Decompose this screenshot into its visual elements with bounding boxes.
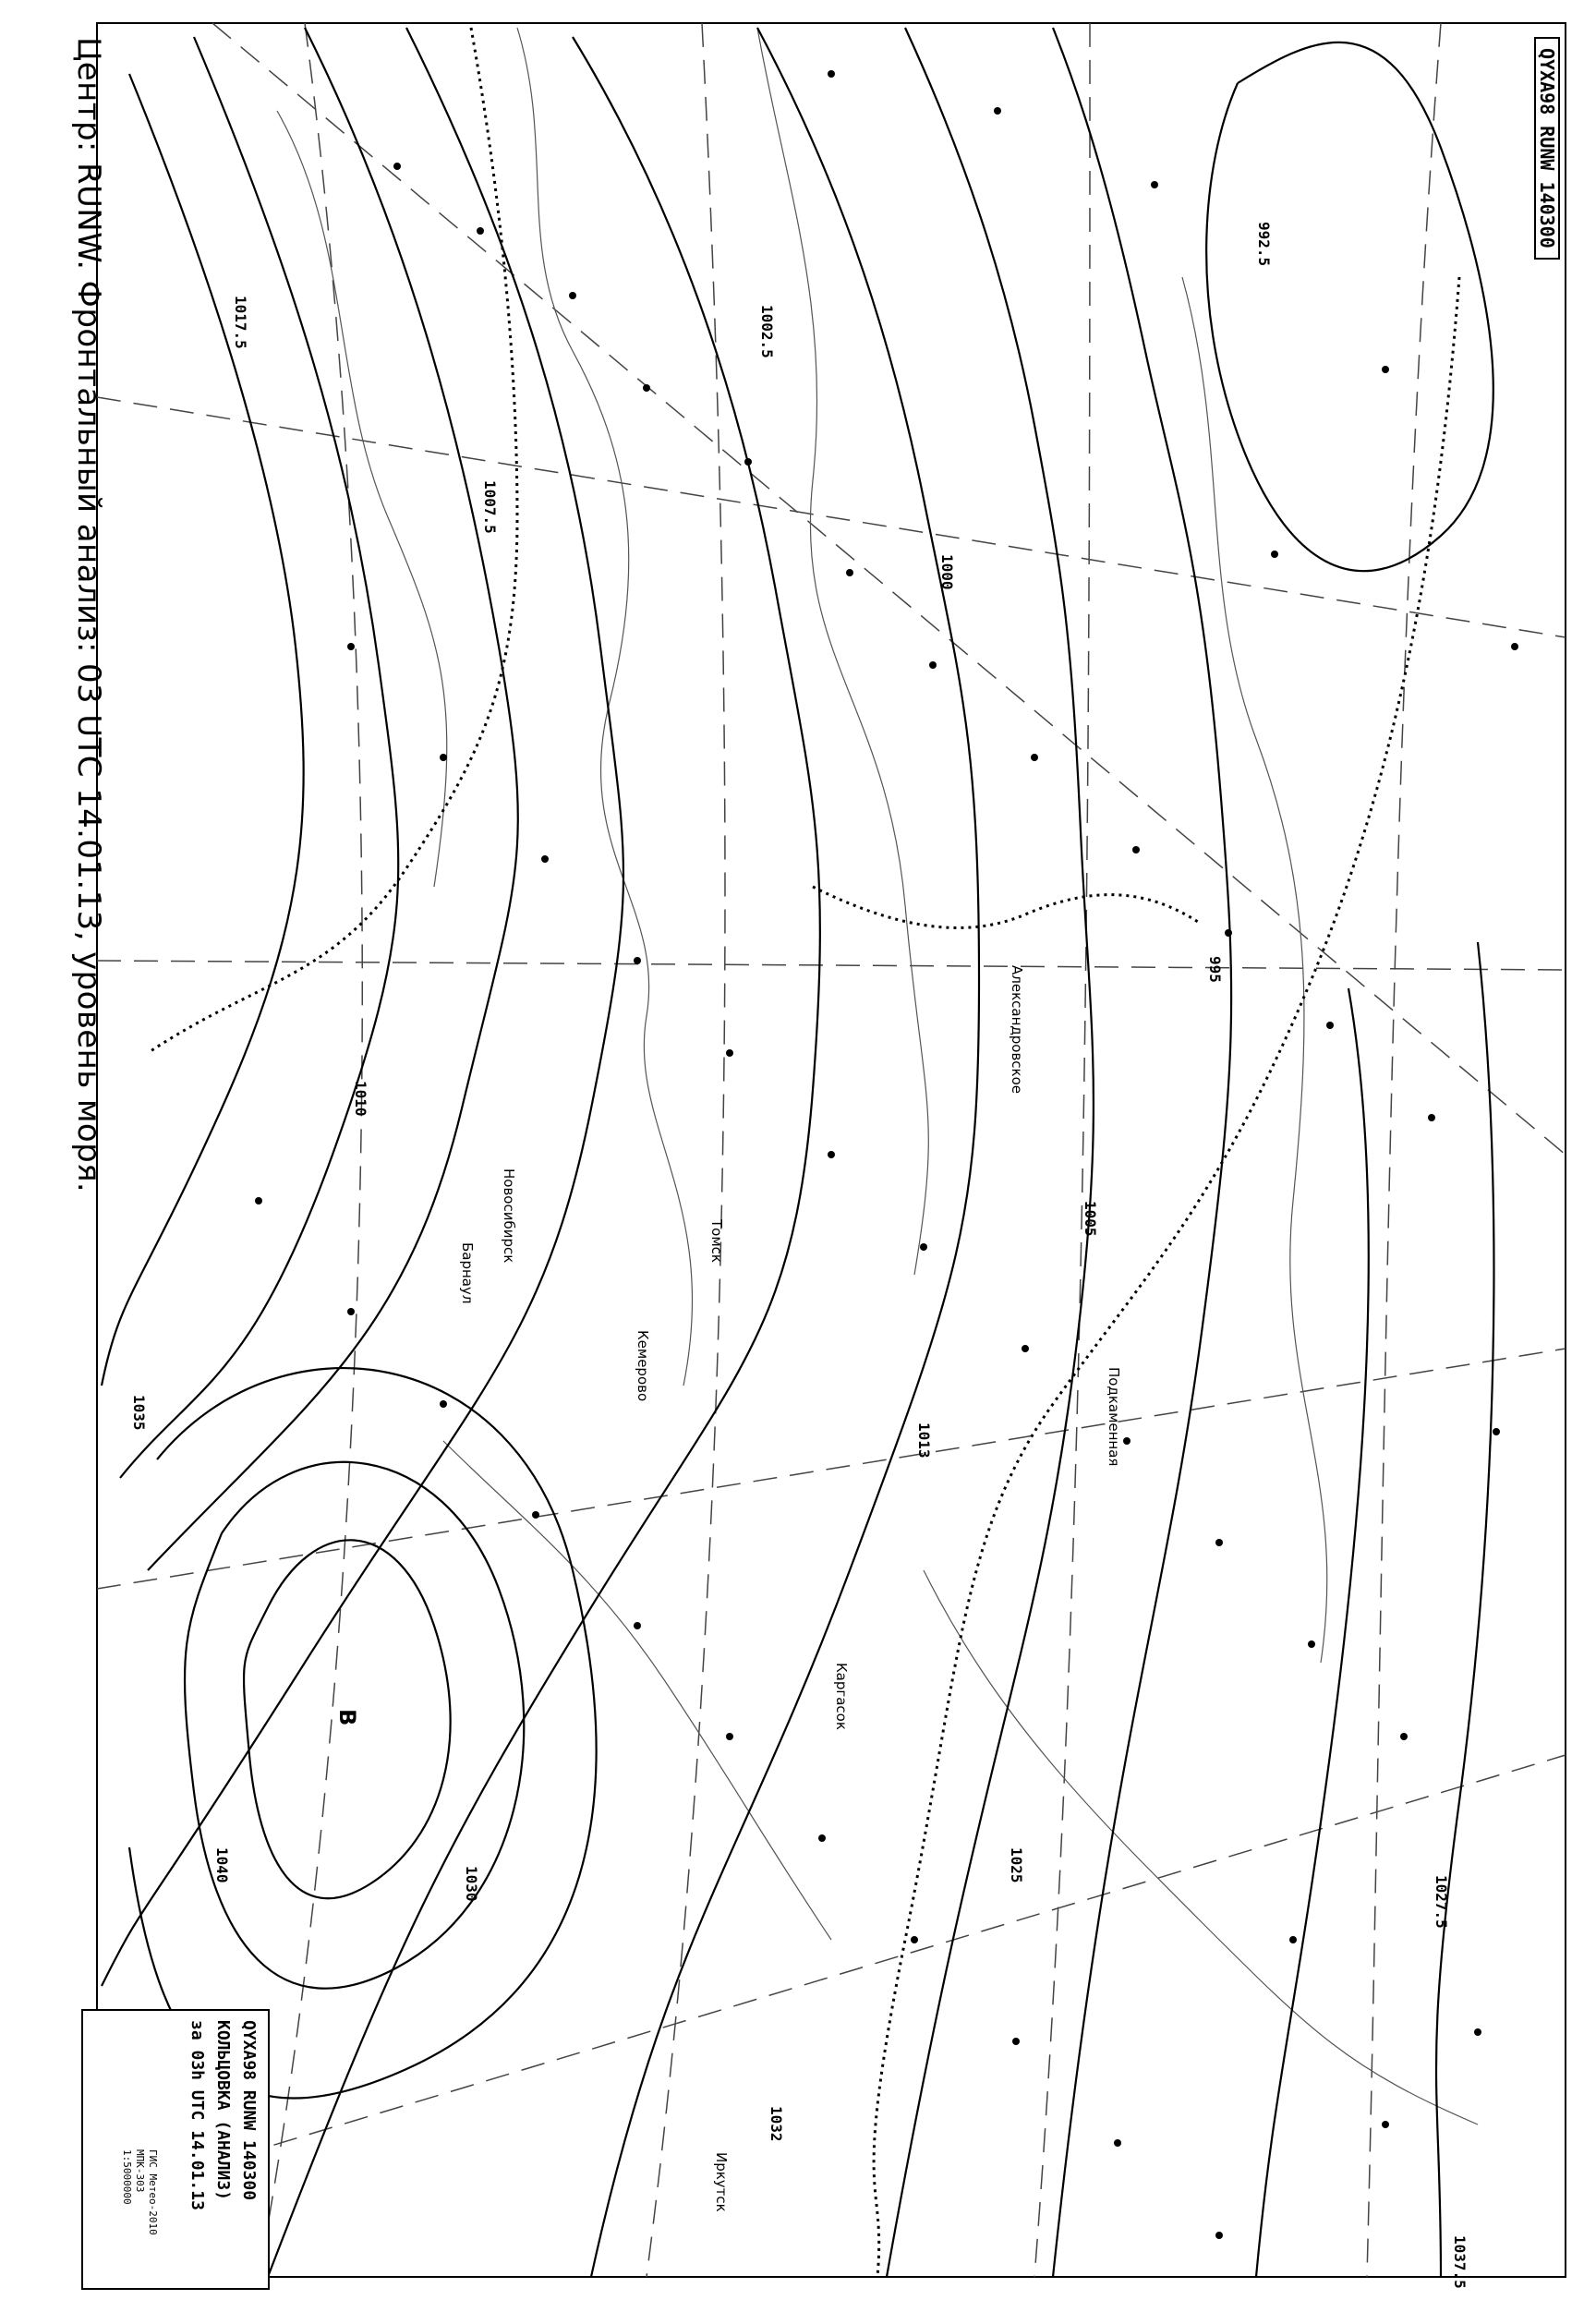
isobar-label: 1013 bbox=[915, 1422, 933, 1459]
place-name: Каргасок bbox=[833, 1663, 850, 1730]
isobar-label: 1000 bbox=[938, 554, 956, 590]
isobar-label: 1007.5 bbox=[481, 480, 499, 534]
legend-time: за 03h UTC 14.01.13 bbox=[187, 2020, 207, 2210]
isobar-label: 1010 bbox=[352, 1081, 369, 1117]
place-name: Томск bbox=[708, 1219, 725, 1263]
place-name: Новосибирск bbox=[501, 1168, 517, 1264]
isobar-label: 1032 bbox=[768, 2106, 785, 2142]
legend-software: ГИС Метео-2010 bbox=[147, 2149, 159, 2235]
place-name: Кемерово bbox=[635, 1330, 651, 1402]
isobar-label: 1030 bbox=[463, 1866, 480, 1902]
map-title: Центр: RUNW. Фронтальный анализ: 03 UTC 14.01.13, уровень моря. bbox=[70, 37, 107, 1193]
isobar-label: 1040 bbox=[213, 1847, 231, 1883]
legend-product: КОЛЬЦОВКА (АНАЛИЗ) bbox=[213, 2020, 233, 2201]
place-name: Барнаул bbox=[459, 1242, 476, 1304]
map-legend bbox=[81, 2009, 270, 2290]
map-title-block bbox=[61, 37, 111, 1192]
isobars bbox=[102, 28, 1493, 2277]
isobar-label: 995 bbox=[1206, 956, 1224, 983]
high-pressure-center: В bbox=[334, 1709, 360, 1726]
header-code-block bbox=[1533, 37, 1561, 260]
isobar-label: 1025 bbox=[1008, 1847, 1025, 1883]
isobar-label: 1035 bbox=[130, 1395, 148, 1431]
place-name: Иркутск bbox=[713, 2152, 730, 2212]
header-code: QYXA98 RUNW 140300 bbox=[1534, 37, 1560, 260]
rivers-and-borders bbox=[277, 28, 1478, 2124]
isobar-label: 1017.5 bbox=[232, 296, 249, 349]
legend-scale: 1:5000000 bbox=[121, 2149, 133, 2205]
isobar-label: 1037.5 bbox=[1451, 2235, 1469, 2289]
isobar-label: 1027.5 bbox=[1433, 1875, 1450, 1929]
isobar-label: 1005 bbox=[1082, 1201, 1099, 1237]
fronts bbox=[148, 28, 1459, 2277]
place-name: Подкаменная bbox=[1106, 1367, 1122, 1467]
legend-code: QYXA98 RUNW 140300 bbox=[239, 2020, 259, 2201]
isobar-label: 1002.5 bbox=[758, 305, 776, 358]
isobar-label: 992.5 bbox=[1255, 222, 1273, 267]
place-name: Александровское bbox=[1009, 965, 1025, 1095]
legend-office: МПК-303 bbox=[134, 2149, 146, 2193]
